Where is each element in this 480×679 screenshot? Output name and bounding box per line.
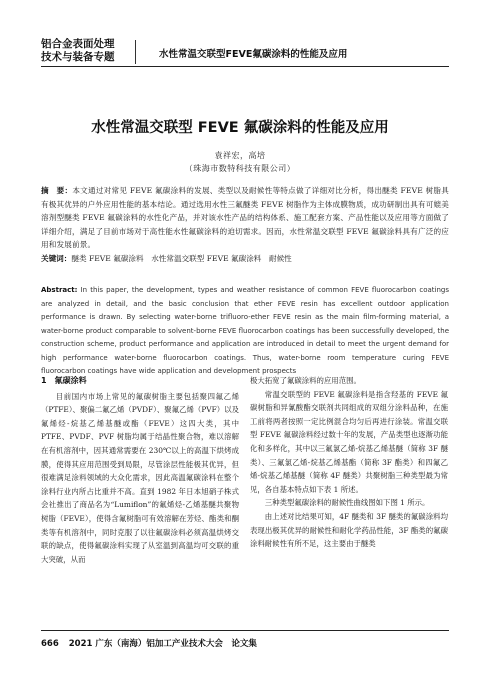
footer-rule (41, 630, 449, 631)
abstract-chinese (41, 184, 449, 252)
abstract-english-text: In this paper, the development, types and weather resistance of common FEVE fluorocarbon coatings are analyzed in detail, and the basic conclusion that ether FEVE resin has excellent outdoor application performance is drawn. By selecting water-borne trifluoro-ether FEVE resin as the main film-forming material, a water-borne product comparable to solvent-borne FEVE fluorocarbon coatings has been successfully developed, the construction scheme, product performance and application are introduced in detail to meet the urgent demand for high performance water-borne fluorocarbon coatings. Thus, water-borne room temperature curing FEVE fluorocarbon coatings have wide application and development prospects (41, 286, 449, 375)
abstract-english (41, 284, 449, 379)
section-label-line1: 铝合金表面处理 (41, 38, 115, 50)
abstract-chinese-label: 摘 要： (41, 186, 73, 195)
proceedings-title: 2021 广东（南海）铝加工产业技术大会 论文集 (68, 639, 257, 649)
header-divider (135, 40, 136, 64)
header-rule (41, 66, 449, 67)
abstract-english-label: Abstract: (41, 286, 78, 294)
keywords-chinese (41, 253, 449, 265)
body-column-left (41, 374, 239, 566)
abstract-chinese-text: 本文通过对常见 FEVE 氟碳涂料的发展、类型以及耐候性等特点做了详细对比分析，得出醚类 FEVE 树脂具有极其优异的户外应用性能的基本结论。通过选用水性三氟醚类 FEVE 树脂作为主体成膜物质，成功研制出具有可媲美溶剂型醚类 FEVE 氟碳涂料的水性化产品，并对该水性产品的结构体系、施工配套方案、产品性能以及应用等方面做了详细介绍，满足了目前市场对于高性能水性氟碳涂料的迫切需求。因而，水性常温交联型 FEVE 氟碳涂料具有广泛的应用和发展前景。 (41, 186, 449, 250)
paper-authors: 袁祥宏，高培 (214, 151, 266, 160)
keywords-chinese-label: 关键词： (41, 254, 72, 263)
section-label-line2: 技术与装备专题 (41, 51, 115, 63)
running-header (41, 38, 449, 78)
body-paragraph: 目前国内市场上常见的氟碳树脂主要包括聚四氟乙烯（PTFE）、聚偏二氟乙烯（PVDF）、聚氟乙烯（PVF）以及氟烯烃-烷基乙烯基醚或酯（FEVE）这四大类，其中PTFE、PVDF、PVF 树脂均属于结晶性聚合物，难以溶解在有机溶剂中，因其通常需要在 230℃以上的高温下烘烤成膜，使得其应用范围受到局限，尽管涂层性能极其优异，但很难满足涂料领域的大众化需求，因此高温氟碳涂料在整个涂料行业内所占比重并不高。直到 1982 年日本旭硝子株式会社推出了商品名为“Lumiflon”的氟烯烃-乙烯基醚共聚物树脂（FEVE），使得含氟树脂可有效溶解在芳烃、酯类和酮类等有机溶剂中，同时克服了以往氟碳涂料必须高温烘烤交联的缺点，使得氟碳涂料实现了从室温到高温均可交联的重大突破，从而 (41, 391, 239, 564)
paper-affiliation: （珠海市数特科技有限公司） (184, 164, 296, 173)
body-paragraph-continued: 极大拓宽了氟碳涂料的应用范围。 (250, 376, 361, 385)
page-number: 666 (41, 639, 59, 649)
page-footer (41, 637, 449, 649)
body-paragraph: 三种类型氟碳涂料的耐候性曲线图如下图 1 所示。 (264, 498, 430, 508)
body-paragraph: 由上述对比结果可知，4F 醚类和 3F 醚类的氟碳涂料均表现出极其优异的耐候性和耐化学药品性能，3F 酯类的氟碳涂料耐候性有所不足，这主要由于醚类 (250, 511, 448, 549)
section-label (41, 38, 131, 64)
body-column-right (250, 374, 448, 551)
paper-title: 水性常温交联型 FEVE 氟碳涂料的性能及应用 (91, 120, 389, 136)
section-heading: 1 氟碳涂料 (41, 376, 87, 385)
body-paragraph: 常温交联型的 FEVE 氟碳涂料是指含羟基的 FEVE 氟碳树脂和异氰酸酯交联剂共同组成的双组分涂料品种，在施工前将两者按照一定比例混合均匀后再进行涂装。常温交联型 FEVE 氟碳涂料经过数十年的发展，产品类型也逐渐功能化和多样化，其中以三氟氯乙烯-烷基乙烯基醚（简称 3F 醚类）、三氟氯乙烯-烷基乙烯基酯（简称 3F 酯类）和四氟乙烯-烷基乙烯基醚（简称 4F 醚类）共聚树脂三种类型最为常见，各自基本特点如下表 1 所述。 (250, 389, 448, 494)
keywords-chinese-text: 醚类 FEVE 氟碳涂料 水性常温交联型 FEVE 氟碳涂料 耐候性 (71, 254, 292, 263)
running-title: 水性常温交联型FEVE氟碳涂料的性能及应用 (159, 49, 348, 60)
